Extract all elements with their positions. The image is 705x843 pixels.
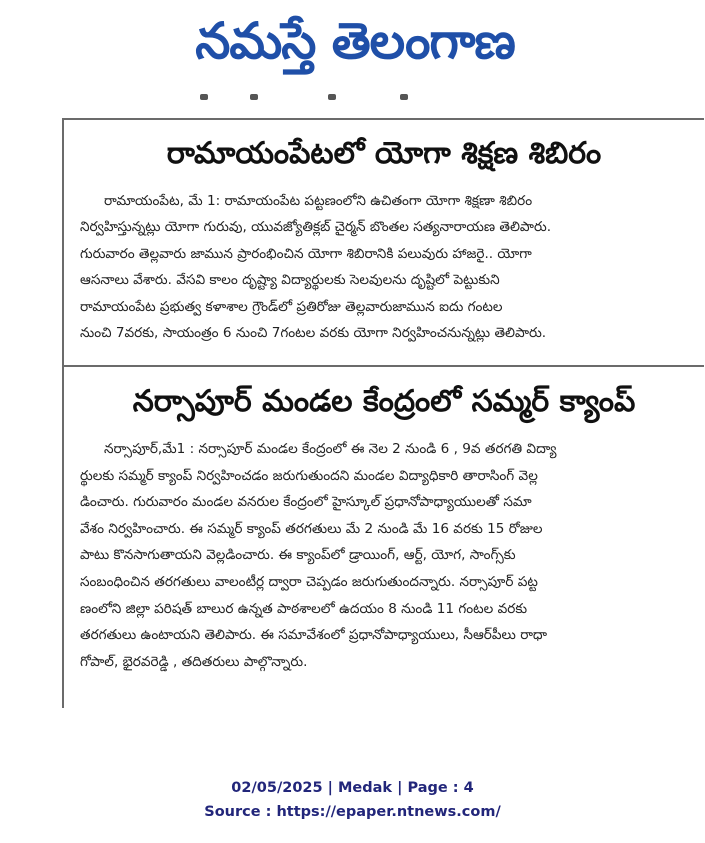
masthead-logo: నమస్తే తెలంగాణ [195,12,515,70]
footer-date-edition-page: 02/05/2025 | Medak | Page : 4 [231,780,474,796]
article-1-line: గురువారం తెల్లవారు జామున ప్రారంభించిన యోగా శిబిరానికి పలువురు హాజరై.. యోగా [80,245,532,262]
article-1-line: నుంచి 7వరకు, సాయంత్రం 6 నుంచి 7గంటల వరకు యోగా నిర్వహించనున్నట్లు తెలిపారు. [80,325,547,342]
article-1-headline: రామాయంపేటలో యోగా శిక్షణ శిబిరం [166,136,602,171]
article-2-line: వేశం నిర్వహించారు. ఈ సమ్మర్ క్యాంప్ తరగతులు మే 2 నుండి మే 16 వరకు 15 రోజుల [80,520,543,537]
article-2-line: గోపాల్, భైరవరెడ్డి , తదితరులు పాల్గొన్నారు. [80,653,308,670]
article-2-line: ణంలోని జిల్లా పరిషత్ బాలుర ఉన్నత పాఠశాలలో ఉదయం 8 నుండి 11 గంటల వరకు [80,600,528,617]
article-2-line: సంబంధించిన తరగతులు వాలంటీర్ల ద్వారా చెప్పడం జరుగుతుందన్నారు. నర్సాపూర్ పట్ట [80,573,538,590]
article-2-line: ర్థులకు సమ్మర్ క్యాంప్ నిర్వహించడం జరుగుతుందని మండల విద్యాధికారి తారాసింగ్ వెల్ల [80,467,538,484]
article-1-body [80,188,692,346]
article-1-line: రామాయంపేట ప్రభుత్వ కళాశాల గ్రౌండ్‌లో ప్రతిరోజు తెల్లవారుజామున ఐదు గంటల [80,298,503,315]
article-2-line: తరగతులు ఉంటాయని తెలిపారు. ఈ సమావేశంలో ప్రధానోపాధ్యాయులు, సీఆర్‌పీలు రాధా [80,627,548,644]
article-2-line: నర్సాపూర్,మే1 : నర్సాపూర్ మండల కేంద్రంలో ఈ నెల 2 నుండి 6 , 9వ తరగతి విద్యా [104,441,557,457]
article-divider [62,365,704,367]
article-1-line: రామాయంపేట, మే 1: రామాయంపేట పట్టణంలోని ఉచితంగా యోగా శిక్షణా శిబిరం [104,193,533,209]
article-2-headline: నర్సాపూర్ మండల కేంద్రంలో సమ్మర్ క్యాంప్ [132,384,636,419]
article-2-body [80,436,692,675]
article-2-line: పాటు కొనసాగుతాయని వెల్లడించారు. ఈ క్యాంప్‌లో డ్రాయింగ్, ఆర్ట్, యోగ, సాంగ్స్‌కు [80,547,516,564]
masthead-decoration [200,94,420,102]
article-1-line: నిర్వహిస్తున్నట్లు యోగా గురువు, యువజ్యోతిక్లబ్ చైర్మన్ బొంతల సత్యనారాయణ తెలిపారు. [80,219,552,236]
article-1-line: ఆసనాలు వేశారు. వేసవి కాలం దృష్ట్యా విద్యార్థులకు సెలవులను దృష్టిలో పెట్టుకుని [80,272,500,289]
article-2-line: డించారు. గురువారం మండల వనరుల కేంద్రంలో హైస్కూల్ ప్రధానోపాధ్యాయులతో సమా [80,494,532,511]
footer-source-url[interactable]: Source : https://epaper.ntnews.com/ [204,804,501,820]
